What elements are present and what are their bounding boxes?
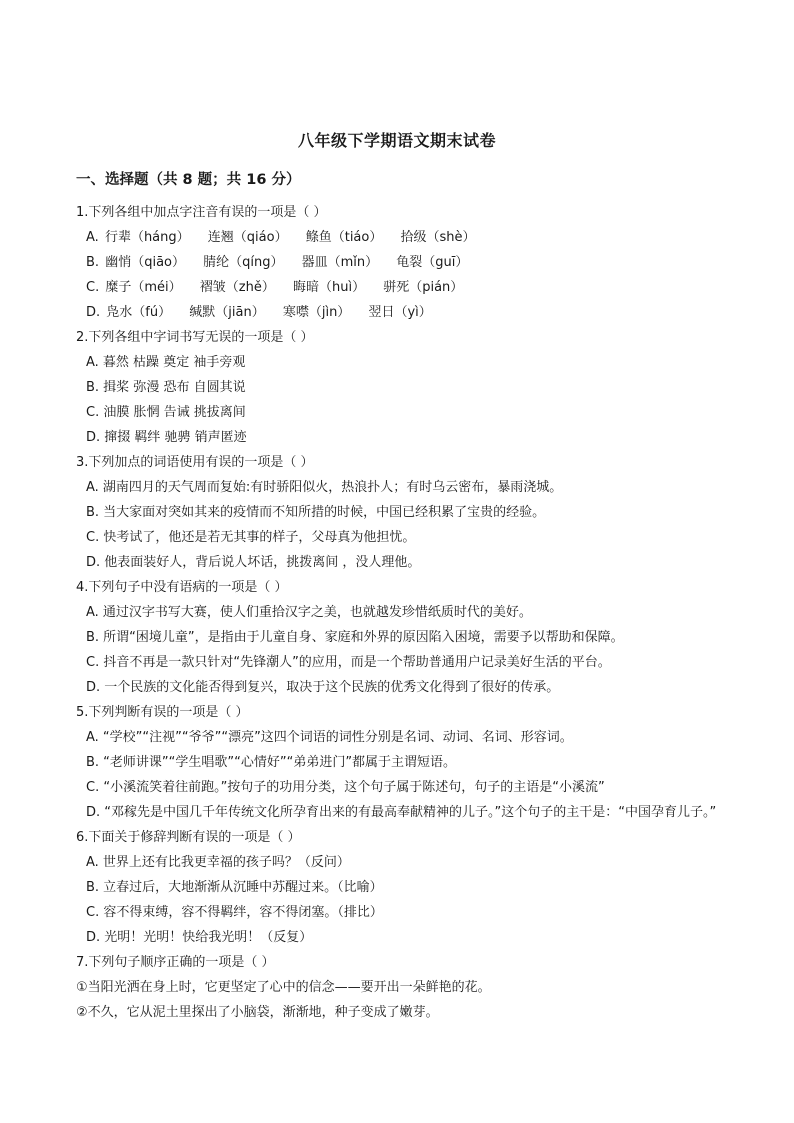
question-3 xyxy=(76,450,736,575)
question-stem: 2.下列各组中字词书写无误的一项是（ ） xyxy=(76,330,314,345)
option-c: C. 抖音不再是一款只针对“先锋潮人”的应用，而是一个帮助普通用户记录美好生活的平台。 xyxy=(86,655,611,670)
option-a: A. “学校”“注视”“爷爷”“漂亮”这四个词语的词性分别是名词、动词、名词、形容词。 xyxy=(86,730,573,745)
option-label: B. xyxy=(86,255,100,270)
option-term: 骈死（pián） xyxy=(383,280,464,295)
option-c: C. 容不得束缚，容不得羁绊，容不得闭塞。（排比） xyxy=(86,905,383,920)
option-label: D. xyxy=(86,305,101,320)
question-5 xyxy=(76,700,736,825)
question-1 xyxy=(76,200,736,325)
option-d: D. 撺掇 羁绊 驰骋 销声匿迹 xyxy=(86,430,247,445)
question-6 xyxy=(76,825,736,950)
option-a: A. 湖南四月的天气周而复始:有时骄阳似火，热浪扑人；有时乌云密布，暴雨浇城。 xyxy=(86,480,563,495)
option-d: D. 他表面装好人，背后说人坏话，挑拨离间 ，没人理他。 xyxy=(86,555,421,570)
option-a: A. 世界上还有比我更幸福的孩子吗？（反问） xyxy=(86,855,350,870)
option-term: 腈纶（qíng） xyxy=(203,255,284,270)
question-list xyxy=(76,200,736,1025)
question-4 xyxy=(76,575,736,700)
option-c xyxy=(76,275,736,300)
question-7 xyxy=(76,950,736,1025)
option-d: D. “邓稼先是中国几千年传统文化所孕育出来的有最高奉献精神的儿子。”这个句子的主干是：“中国孕育儿子。” xyxy=(86,805,717,820)
option-term: 幽悄（qiāo） xyxy=(105,255,185,270)
option-term: 缄默（jiān） xyxy=(189,305,265,320)
question-stem: 3.下列加点的词语使用有误的一项是（ ） xyxy=(76,455,314,470)
option-d: D. 光明！光明！快给我光明！（反复） xyxy=(86,930,313,945)
option-c: C. “小溪流笑着往前跑。”按句子的功用分类，这个句子属于陈述句，句子的主语是“小溪流” xyxy=(86,780,605,795)
option-b: B. 当大家面对突如其来的疫情而不知所措的时候，中国已经积累了宝贵的经验。 xyxy=(86,505,546,520)
option-b: B. “老师讲课”“学生唱歌”“心情好”“弟弟进门”都属于主谓短语。 xyxy=(86,755,457,770)
section-heading: 一、选择题（共 8 题；共 16 分） xyxy=(76,172,301,188)
question-stem: 6.下面关于修辞判断有误的一项是（ ） xyxy=(76,830,301,845)
option-a: A. 通过汉字书写大赛，使人们重拾汉字之美，也就越发珍惜纸质时代的美好。 xyxy=(86,605,532,620)
option-b xyxy=(76,250,736,275)
option-c: C. 快考试了，他还是若无其事的样子，父母真为他担忧。 xyxy=(86,530,416,545)
option-term: 行辈（háng） xyxy=(104,230,190,245)
option-term: 糜子（méi） xyxy=(105,280,182,295)
option-d xyxy=(76,300,736,325)
option-term: 拾级（shè） xyxy=(400,230,476,245)
option-term: 寒噤（jìn） xyxy=(282,305,351,320)
question-stem: 7.下列句子顺序正确的一项是（ ） xyxy=(76,955,275,970)
option-term: 连翘（qiáo） xyxy=(207,230,288,245)
option-term: 器皿（mǐn） xyxy=(301,255,379,270)
question-stem: 1.下列各组中加点字注音有误的一项是（ ） xyxy=(76,205,327,220)
option-term: 凫水（fú） xyxy=(106,305,172,320)
option-term: 鲦鱼（tiáo） xyxy=(305,230,383,245)
option-term: 褶皱（zhě） xyxy=(199,280,275,295)
sentence-2: ②不久，它从泥土里探出了小脑袋，渐渐地，种子变成了嫩芽。 xyxy=(76,1005,439,1020)
option-a xyxy=(76,225,736,250)
option-b: B. 立春过后，大地渐渐从沉睡中苏醒过来。（比喻） xyxy=(86,880,383,895)
option-a: A. 暮然 枯躁 奠定 袖手旁观 xyxy=(86,355,246,370)
option-b: B. 揖桨 弥漫 恐布 自圆其说 xyxy=(86,380,246,395)
option-term: 翌日（yì） xyxy=(368,305,432,320)
option-d: D. 一个民族的文化能否得到复兴，取决于这个民族的优秀文化得到了很好的传承。 xyxy=(86,680,560,695)
option-term: 龟裂（guī） xyxy=(396,255,469,270)
question-stem: 5.下列判断有误的一项是（ ） xyxy=(76,705,249,720)
option-b: B. 所谓“困境儿童”，是指由于儿童自身、家庭和外界的原因陷入困境，需要予以帮助和保障。 xyxy=(86,630,624,645)
option-label: A. xyxy=(86,230,99,245)
sentence-1: ①当阳光洒在身上时，它更坚定了心中的信念——要开出一朵鲜艳的花。 xyxy=(76,980,491,995)
option-c: C. 油膜 胀惘 告诫 挑拔离间 xyxy=(86,405,246,420)
page-title: 八年级下学期语文期末试卷 xyxy=(297,131,496,150)
option-term: 晦暗（huì） xyxy=(292,280,366,295)
question-2 xyxy=(76,325,736,450)
question-stem: 4.下列句子中没有语病的一项是（ ） xyxy=(76,580,288,595)
option-label: C. xyxy=(86,280,100,295)
